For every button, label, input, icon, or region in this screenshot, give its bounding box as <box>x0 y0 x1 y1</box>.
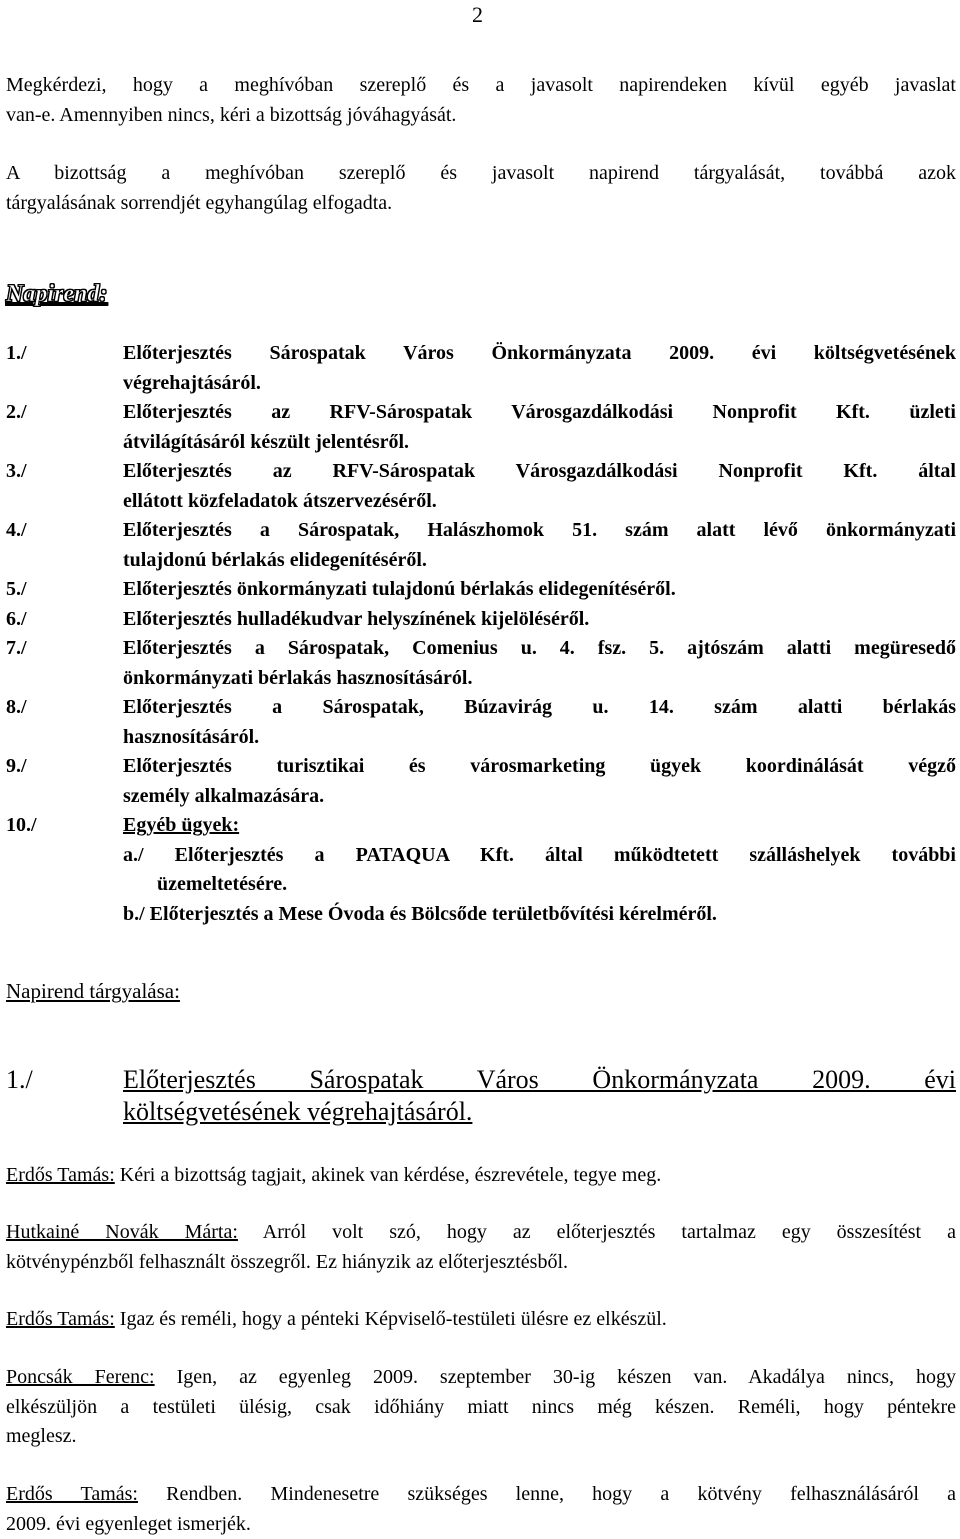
agenda-item <box>6 339 956 398</box>
paragraph-text: Rendben. Mindenesetre szükséges lenne, hogy a kötvény felhasználásáról a <box>138 1483 956 1505</box>
agenda-item-line1: Előterjesztés a Sárospatak, Comenius u. 4. fsz. 5. ajtószám alatti megüresedő <box>123 634 956 664</box>
agenda-item-number: 9./ <box>6 752 123 811</box>
agenda-item-line2: önkormányzati bérlakás hasznosításáról. <box>123 664 956 694</box>
agenda-item-number: 2./ <box>6 398 123 457</box>
agenda-item-line2: hasznosításáról. <box>123 723 956 753</box>
agenda-item <box>6 516 956 575</box>
paragraph-text: 2009. évi egyenleget ismerjék. <box>6 1510 956 1539</box>
intro-p1-line1: Megkérdezi, hogy a meghívóban szereplő és a javasolt napirendeken kívül egyéb javaslat <box>6 71 956 101</box>
agenda-item-line2: tulajdonú bérlakás elidegenítéséről. <box>123 546 956 576</box>
speaker-name: Erdős Tamás: <box>6 1483 138 1505</box>
discussion-paragraph <box>6 1363 956 1452</box>
paragraph-text: Igaz és reméli, hogy a pénteki Képviselő-testületi ülésre ez elkészül. <box>115 1308 667 1330</box>
agenda-item-line2: személy alkalmazására. <box>123 782 956 812</box>
agenda-item-number: 1./ <box>6 339 123 398</box>
agenda-item-line1: Előterjesztés az RFV-Sárospatak Városgazdálkodási Nonprofit Kft. üzleti <box>123 398 956 428</box>
agenda-item-number: 8./ <box>6 693 123 752</box>
intro-p2-line2: tárgyalásának sorrendjét egyhangúlag elfogadta. <box>6 189 956 219</box>
intro-p2-line1: A bizottság a meghívóban szereplő és javasolt napirend tárgyalását, továbbá azok <box>6 159 956 189</box>
agenda-list <box>6 339 956 929</box>
agenda-item-line2: átvilágításáról készült jelentésről. <box>123 428 956 458</box>
discussion-heading-number: 1./ <box>6 1064 123 1128</box>
agenda-item-line2: ellátott közfeladatok átszervezéséről. <box>123 487 956 517</box>
discussion-paragraph <box>6 1480 956 1539</box>
paragraph-text: kötvénypénzből felhasznált összegről. Ez hiányzik az előterjesztésből. <box>6 1248 956 1278</box>
agenda-item <box>6 752 956 811</box>
agenda-item-line1: Előterjesztés önkormányzati tulajdonú bérlakás elidegenítéséről. <box>123 575 956 605</box>
agenda-item-number: 10./ <box>6 811 123 841</box>
paragraph-text: meglesz. <box>6 1422 956 1452</box>
agenda-item <box>6 605 956 635</box>
agenda-item-number: 3./ <box>6 457 123 516</box>
speaker-name: Erdős Tamás: <box>6 1164 115 1186</box>
discussion-heading-line2: költségvetésének végrehajtásáról. <box>123 1096 956 1128</box>
agenda-item-number: 5./ <box>6 575 123 605</box>
agenda-item-number: 6./ <box>6 605 123 635</box>
agenda-subitem-a-line2: üzemeltetésére. <box>123 870 956 900</box>
discussion-heading <box>6 1064 956 1128</box>
agenda-subitem-b <box>6 900 956 930</box>
agenda-item-number: 7./ <box>6 634 123 693</box>
paragraph-text: Kéri a bizottság tagjait, akinek van kérdése, észrevétele, tegye meg. <box>115 1164 661 1186</box>
agenda-item-other-label: Egyéb ügyek: <box>123 811 956 841</box>
agenda-item-line1: Előterjesztés a Sárospatak, Búzavirág u. 14. szám alatti bérlakás <box>123 693 956 723</box>
intro-paragraph-1 <box>6 71 956 130</box>
paragraph-text: Igen, az egyenleg 2009. szeptember 30-ig készen van. Akadálya nincs, hogy <box>155 1366 956 1388</box>
discussion-paragraph <box>6 1161 956 1191</box>
agenda-subitem-a <box>6 841 956 900</box>
agenda-item-line1: Előterjesztés Sárospatak Város Önkormányzata 2009. évi költségvetésének <box>123 339 956 369</box>
agenda-item-line1: Előterjesztés az RFV-Sárospatak Városgazdálkodási Nonprofit Kft. által <box>123 457 956 487</box>
agenda-item-number: 4./ <box>6 516 123 575</box>
speaker-name: Erdős Tamás: <box>6 1308 115 1330</box>
agenda-item <box>6 457 956 516</box>
agenda-item <box>6 634 956 693</box>
intro-paragraph-2 <box>6 159 956 218</box>
agenda-subitem-b-line1: b./ Előterjesztés a Mese Óvoda és Bölcsőde területbővítési kérelméről. <box>123 900 956 930</box>
agenda-item-other <box>6 811 956 841</box>
agenda-item-line2: végrehajtásáról. <box>123 369 956 399</box>
discussion-paragraph <box>6 1218 956 1277</box>
paragraph-text: Arról volt szó, hogy az előterjesztés tartalmaz egy összesítést a <box>238 1221 956 1243</box>
agenda-item-line1: Előterjesztés turisztikai és városmarketing ügyek koordinálását végző <box>123 752 956 782</box>
agenda-item <box>6 575 956 605</box>
discussion-title: Napirend tárgyalása: <box>6 979 180 1004</box>
agenda-item <box>6 693 956 752</box>
speaker-name: Hutkainé Novák Márta: <box>6 1221 238 1243</box>
agenda-item-line1: Előterjesztés hulladékudvar helyszínének kijelöléséről. <box>123 605 956 635</box>
agenda-title: Napirend: <box>6 281 107 308</box>
discussion-paragraph <box>6 1305 956 1335</box>
agenda-item <box>6 398 956 457</box>
paragraph-text: elkészüljön a testületi ülésig, csak időhiány miatt nincs még készen. Reméli, hogy péntekre <box>6 1393 956 1423</box>
agenda-item-line1: Előterjesztés a Sárospatak, Halászhomok 51. szám alatt lévő önkormányzati <box>123 516 956 546</box>
speaker-name: Poncsák Ferenc: <box>6 1366 155 1388</box>
intro-p1-line2: van-e. Amennyiben nincs, kéri a bizottság jóváhagyását. <box>6 101 956 131</box>
page-number: 2 <box>472 2 483 28</box>
discussion-heading-line1: Előterjesztés Sárospatak Város Önkormányzata 2009. évi <box>123 1064 956 1096</box>
agenda-subitem-a-line1: a./ Előterjesztés a PATAQUA Kft. által működtetett szálláshelyek további <box>123 841 956 871</box>
